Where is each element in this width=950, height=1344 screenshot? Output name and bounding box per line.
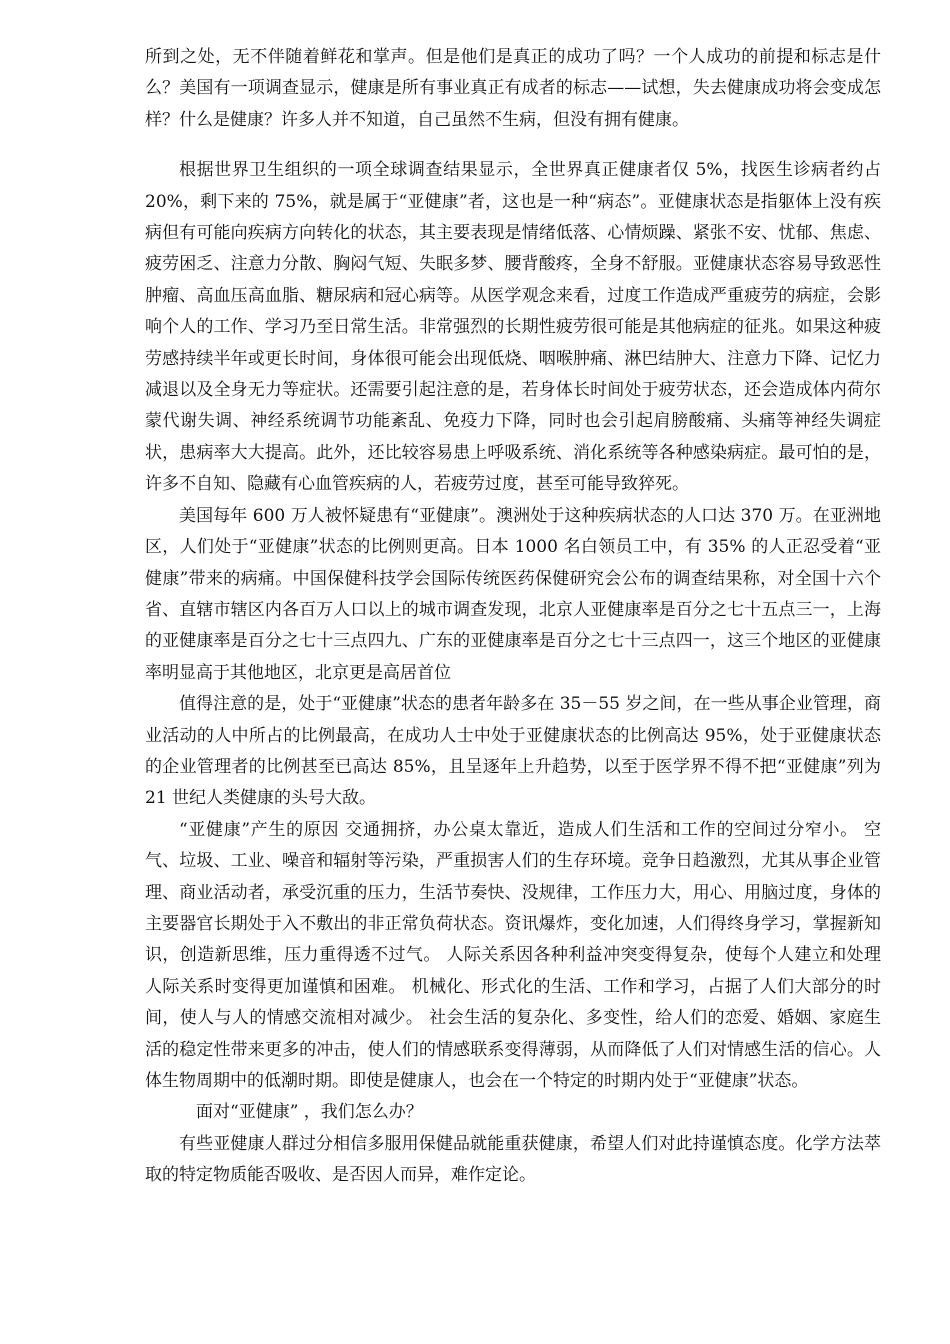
- paragraph-age-groups: 值得注意的是，处于“亚健康”状态的患者年龄多在 35－55 岁之间，在一些从事企业管理，商业活动的人中所占的比例最高，在成功人士中处于亚健康状态的比例高达 95%，处于亚健康状态的企业管理者的比例甚至已高达 85%，且呈逐年上升趋势，以至于医学界不得不把“亚健康”列为 21 世纪人类健康的头号大敌。: [145, 694, 881, 809]
- document-page: [145, 42, 881, 1192]
- paragraph-who-survey: 根据世界卫生组织的一项全球调查结果显示，全世界真正健康者仅 5%，找医生诊病者约占 20%，剩下来的 75%，就是属于“亚健康”者，这也是一种“病态”。亚健康状态是指躯体上没有疾病但有可能向疾病方向转化的状态，其主要表现是情绪低落、心情烦躁、紧张不安、忧郁、焦虑、疲劳困乏、注意力分散、胸闷气短、失眠多梦、腰背酸疼，全身不舒服。亚健康状态容易导致恶性肿瘤、高血压高血脂、糖尿病和冠心病等。从医学观念来看，过度工作造成严重疲劳的病症，会影响个人的工作、学习乃至日常生活。非常强烈的长期性疲劳很可能是其他病症的征兆。如果这种疲劳感持续半年或更长时间，身体很可能会出现低烧、咽喉肿痛、淋巴结肿大、注意力下降、记忆力减退以及全身无力等症状。还需要引起注意的是，若身体长时间处于疲劳状态，还会造成体内荷尔蒙代谢失调、神经系统调节功能紊乱、免疫力下降，同时也会引起肩膀酸痛、头痛等神经失调症状，患病率大大提高。此外，还比较容易患上呼吸系统、消化系统等各种感染病症。最可怕的是，许多不自知、隐藏有心血管疾病的人，若疲劳过度，甚至可能导致猝死。: [145, 160, 881, 495]
- paragraph-statistics: 美国每年 600 万人被怀疑患有“亚健康”。澳洲处于这种疾病状态的人口达 370 万。在亚洲地区，人们处于“亚健康”状态的比例则更高。日本 1000 名白领员工中，有 35% 的人正忍受着“亚健康”带来的病痛。中国保健科技学会国际传统医药保健研究会公布的调查结果称，对全国十六个省、直辖市辖区内各百万人口以上的城市调查发现，北京人亚健康率是百分之七十五点三一，上海的亚健康率是百分之七十三点四九、广东的亚健康率是百分之七十三点四一，这三个地区的亚健康率明显高于其他地区，北京更是高居首位: [145, 505, 881, 683]
- section-heading-what-to-do: 面对“亚健康” ，我们怎么办？: [196, 1102, 423, 1123]
- paragraph-causes: “亚健康”产生的原因 交通拥挤，办公桌太靠近，造成人们生活和工作的空间过分窄小。 空气、垃圾、工业、噪音和辐射等污染，严重损害人们的生存环境。竞争日趋激烈，尤其从事企业管理、商业活动者，承受沉重的压力，生活节奏快、没规律，工作压力大，用心、用脑过度，身体的主要器官长期处于入不敷出的非正常负荷状态。资讯爆炸，变化加速，人们得终身学习，掌握新知识，创造新思维，压力重得透不过气。 人际关系因各种利益冲突变得复杂，使每个人建立和处理人际关系时变得更加谨慎和困难。 机械化、形式化的生活、工作和学习，占据了人们大部分的时间，使人与人的情感交流相对减少。 社会生活的复杂化、多变性，给人们的恋爱、婚姻、家庭生活的稳定性带来更多的冲击，使人们的情感联系变得薄弱，从而降低了人们对情感生活的信心。人体生物周期中的低潮时期。即使是健康人，也会在一个特定的时期内处于“亚健康”状态。: [145, 819, 881, 1091]
- paragraph-supplements: 有些亚健康人群过分相信多服用保健品就能重获健康，希望人们对此持谨慎态度。化学方法萃取的特定物质能否吸收、是否因人而异，难作定论。: [145, 1133, 881, 1186]
- paragraph-intro: 所到之处，无不伴随着鲜花和掌声。但是他们是真正的成功了吗？一个人成功的前提和标志是什么？美国有一项调查显示，健康是所有事业真正有成者的标志——试想，失去健康成功将会变成怎样？什么是健康？许多人并不知道，自己虽然不生病，但没有拥有健康。: [145, 47, 881, 130]
